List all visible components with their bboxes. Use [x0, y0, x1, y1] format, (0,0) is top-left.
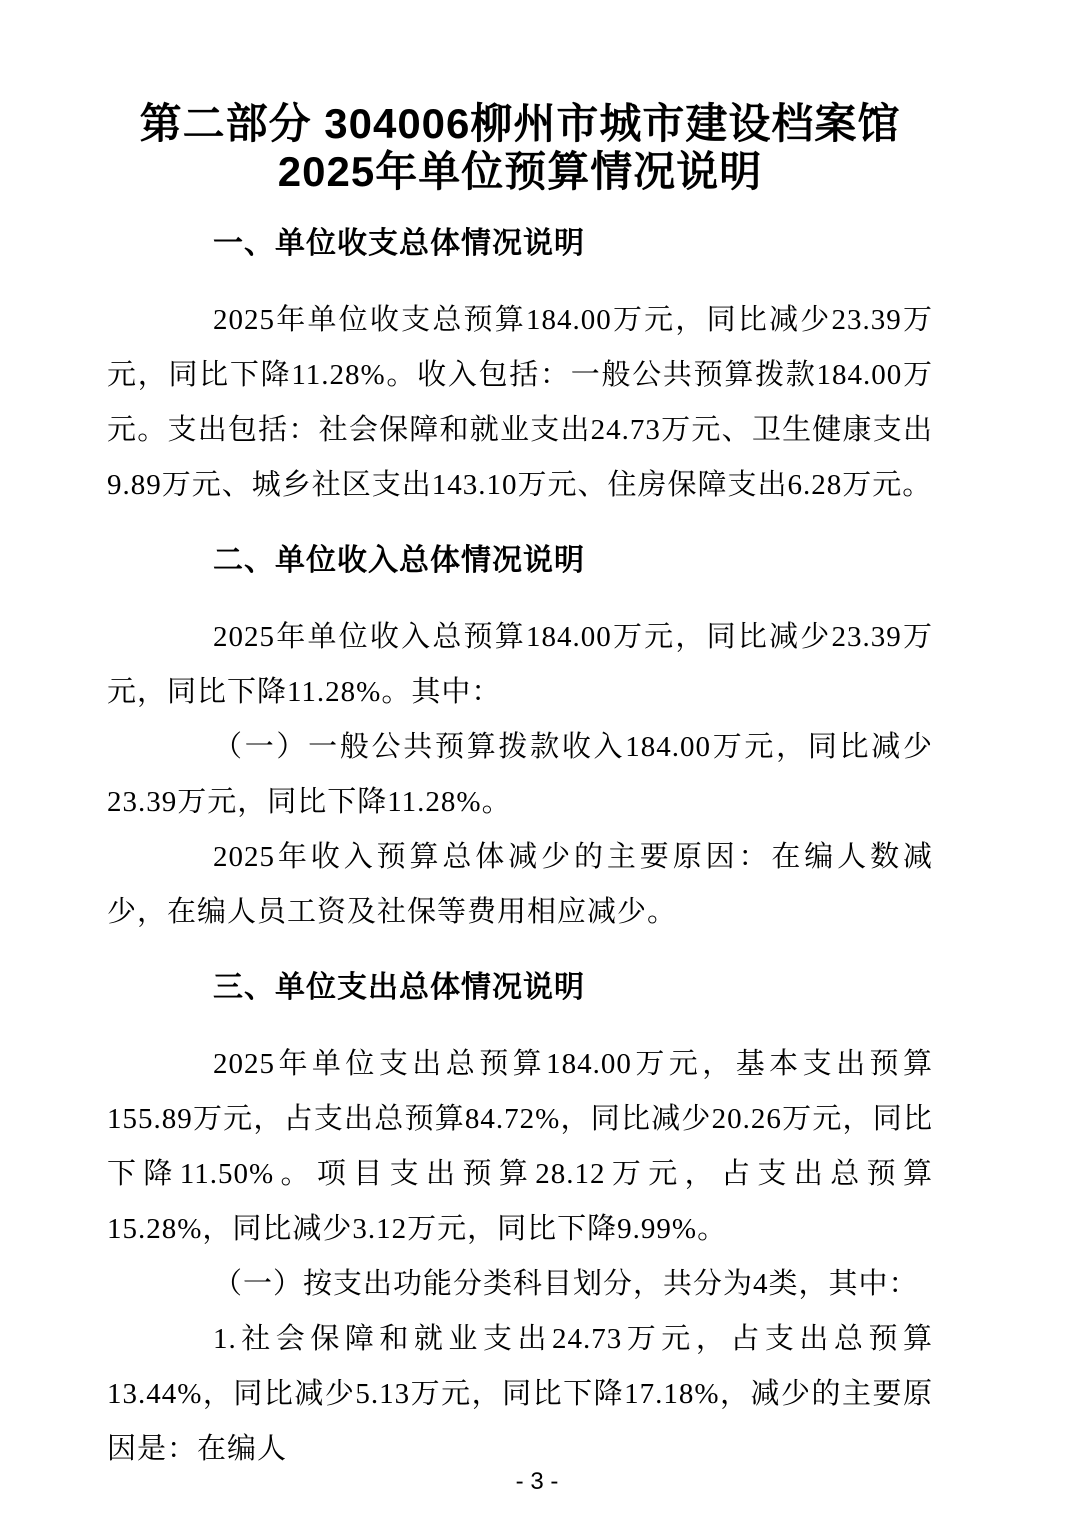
- document-title-line2: 2025年单位预算情况说明: [277, 148, 763, 195]
- section-3-paragraph-1: 2025年单位支出总预算184.00万元，基本支出预算155.89万元，占支出总预算84.72%，同比减少20.26万元，同比下降11.50%。项目支出预算28.12万元，占支出总预算15.28%，同比减少3.12万元，同比下降9.99%。: [107, 1048, 933, 1245]
- document-title-line1: 第二部分 304006柳州市城市建设档案馆: [139, 100, 901, 147]
- section-1-paragraph-1: 2025年单位收支总预算184.00万元，同比减少23.39万元，同比下降11.28%。收入包括：一般公共预算拨款184.00万元。支出包括：社会保障和就业支出24.73万元、卫生健康支出9.89万元、城乡社区支出143.10万元、住房保障支出6.28万元。: [107, 304, 933, 501]
- page-content: [107, 0, 933, 1477]
- section-3-paragraph-2: （一）按支出功能分类科目划分，共分为4类，其中：: [213, 1268, 919, 1300]
- section-3-paragraph-3: 1.社会保障和就业支出24.73万元，占支出总预算13.44%，同比减少5.13万元，同比下降17.18%，减少的主要原因是：在编人: [107, 1323, 933, 1465]
- section-2-paragraph-3: 2025年收入预算总体减少的主要原因：在编人数减少，在编人员工资及社保等费用相应减少。: [107, 841, 933, 928]
- section-2-heading: 二、单位收入总体情况说明: [213, 544, 585, 577]
- document-title: [107, 100, 933, 196]
- section-2-paragraph-1: 2025年单位收入总预算184.00万元，同比减少23.39万元，同比下降11.28%。其中：: [107, 621, 933, 708]
- section-1-heading: 一、单位收支总体情况说明: [213, 227, 585, 260]
- section-3-heading: 三、单位支出总体情况说明: [213, 971, 585, 1004]
- section-2-paragraph-2: （一）一般公共预算拨款收入184.00万元，同比减少23.39万元，同比下降11.28%。: [107, 731, 933, 818]
- page-number: - 3 -: [515, 1468, 559, 1495]
